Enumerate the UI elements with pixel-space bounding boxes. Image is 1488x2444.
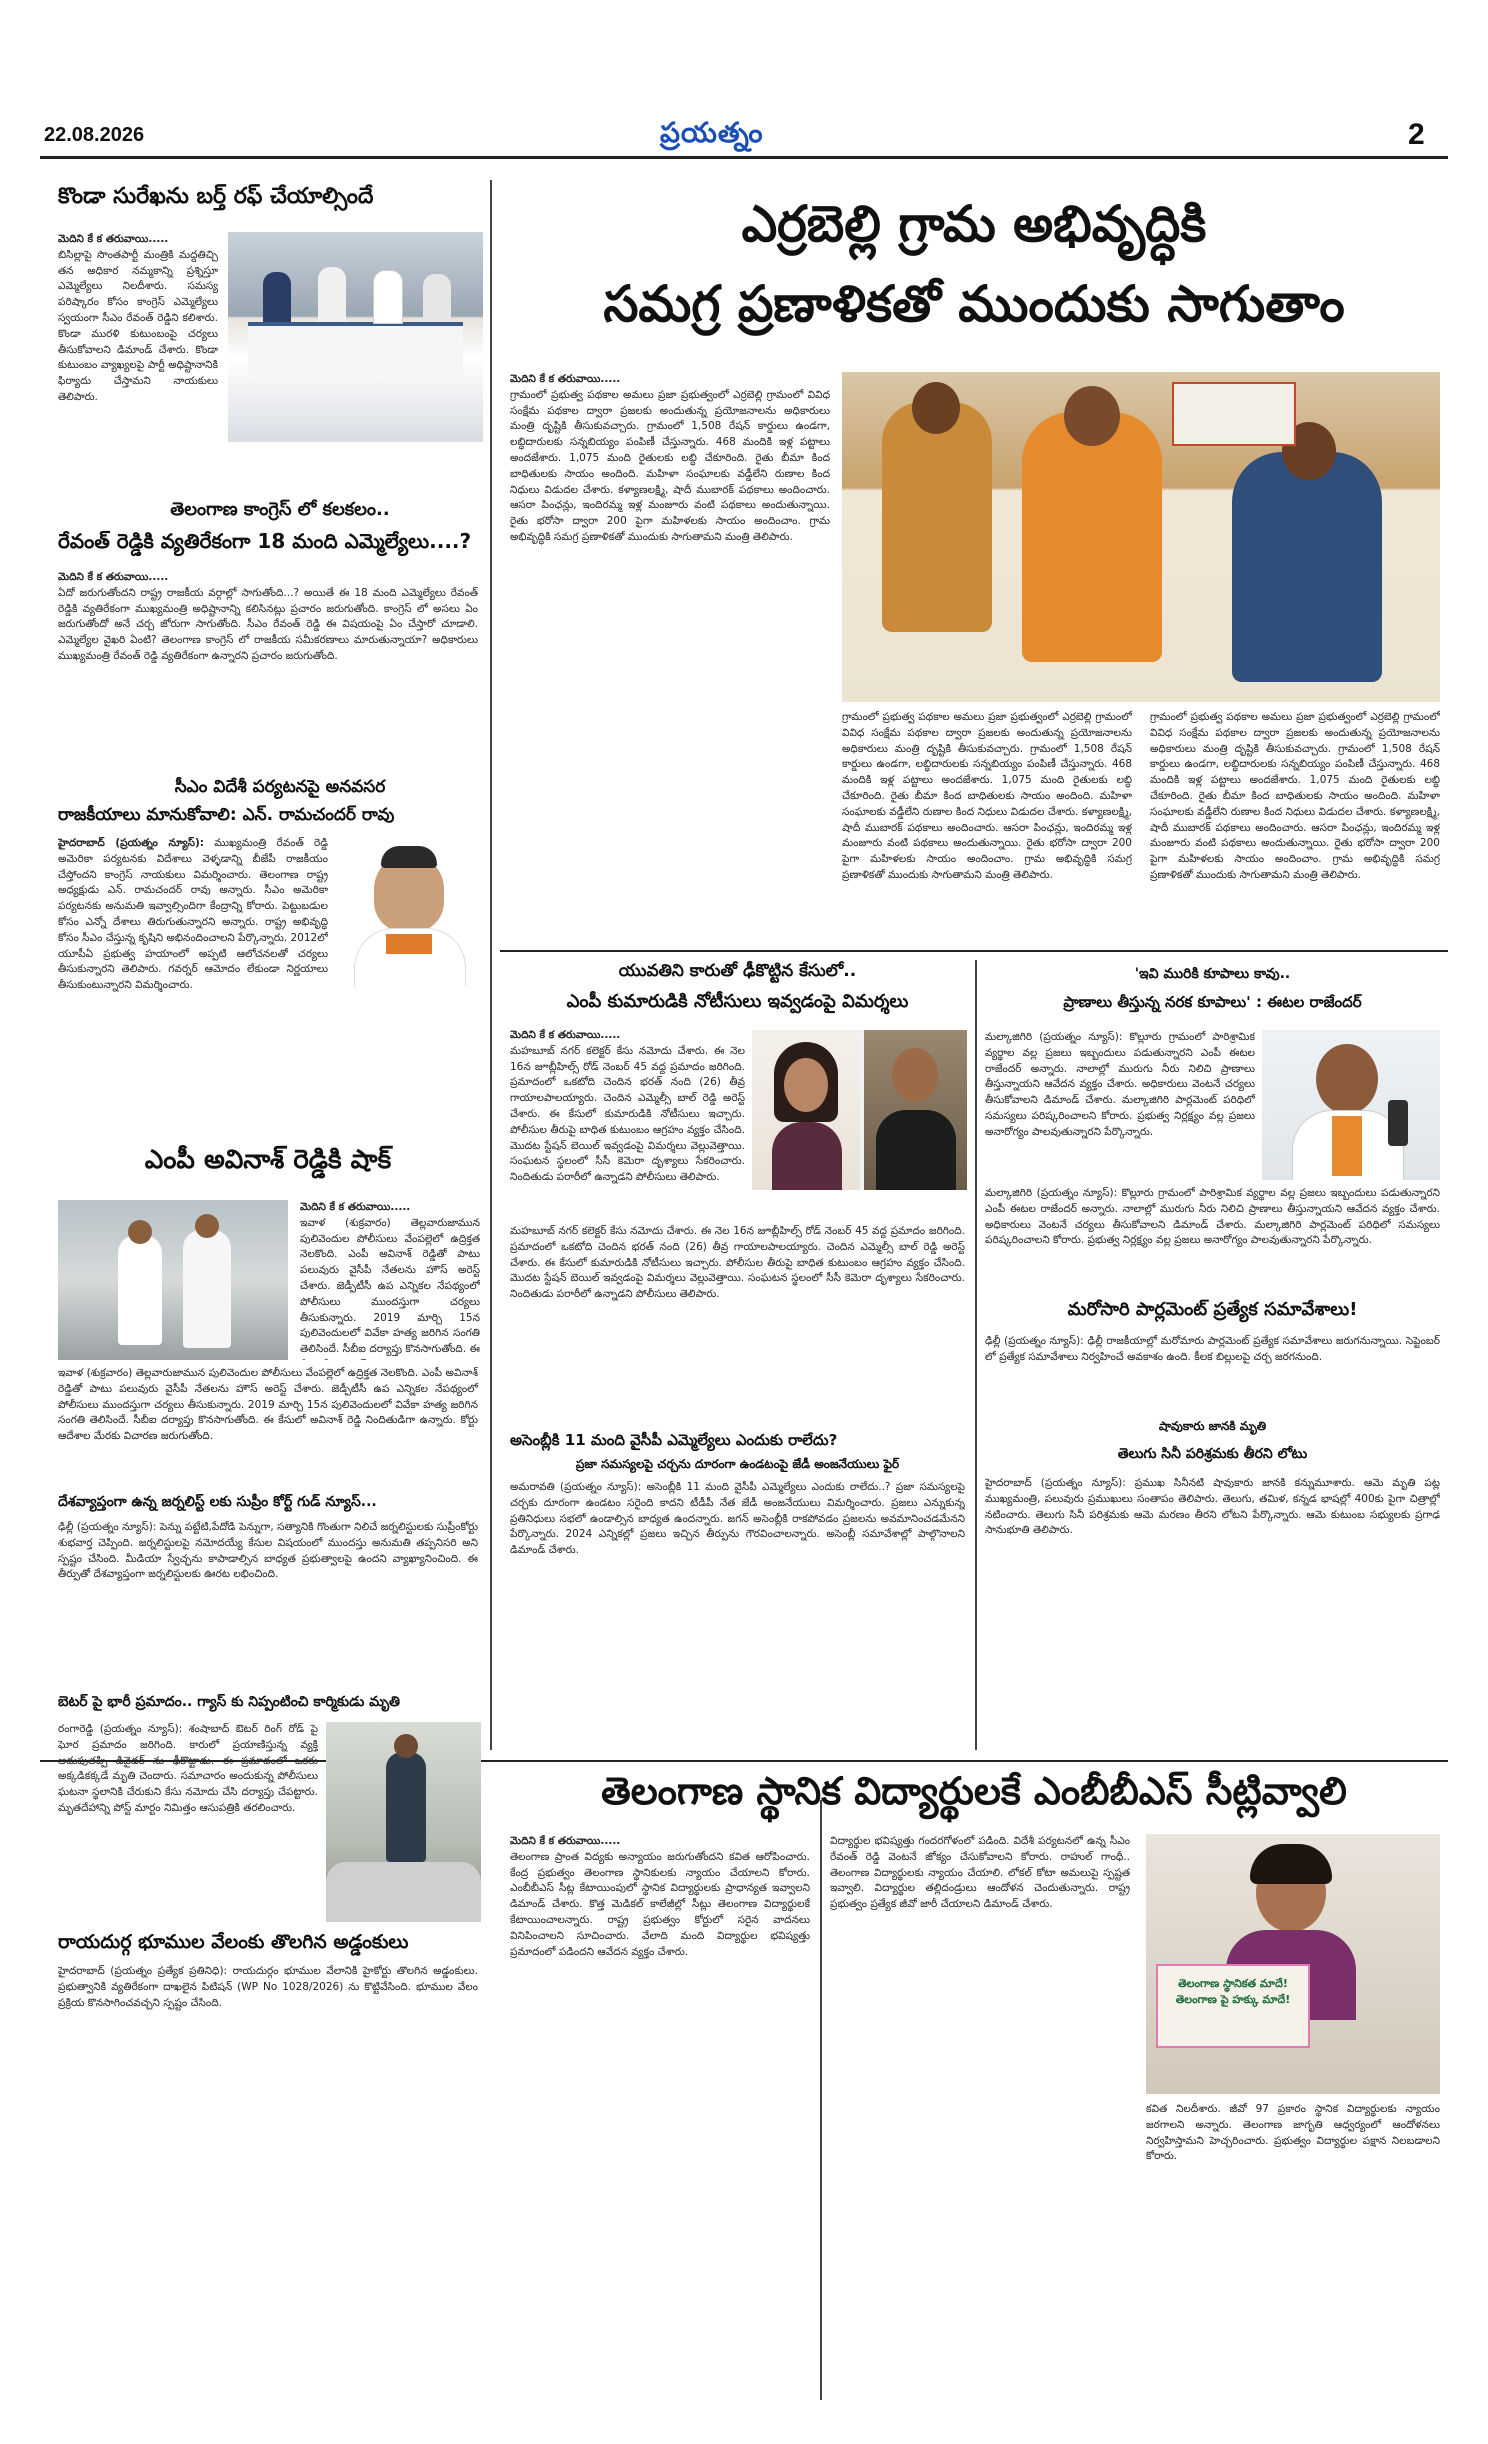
photo-head: [1064, 386, 1120, 446]
photo-konda-meeting: [228, 232, 483, 442]
article-dateline: మెదిని కే క తరువాయి.....: [58, 571, 169, 583]
photo-person: [882, 402, 992, 632]
photo-head: [195, 1214, 219, 1238]
headline-rayadurgam: రాయదుర్గ భూముల వేలంకు తొలగిన అడ్డంకులు: [58, 1931, 409, 1953]
photo-shirt: [876, 1110, 956, 1190]
lead-headline-line2: సమగ్ర ప్రణాళికతో ముందుకు సాగుతాం: [603, 275, 1345, 333]
article-text: మల్కాజిగిరి (ప్రయత్నం న్యూస్): కొల్లూరు గ్రామంలో పారిశ్రామిక వ్యర్థాల వల్ల ప్రజలు ఇబ్బందులు పడుతున్నారని ఎంపీ ఈటల రాజేందర్ అన్నారు. నాలాల్లో మురుగు నీరు నిలిచి ప్రాణాలు తీస్తున్నాయని ఆవేదన వ్యక్తం చేశారు. అధికారులు వెంటనే చర్యలు తీసుకోవాలని డిమాండ్ చేశారు. మల్కాజిగిరి పార్లమెంట్ పరిధిలో సమస్యలు పరిష్కరించాలని కోరారు. ప్రభుత్వ నిర్లక్ష్యం వల్ల ప్రజలు అనారోగ్యం పాలవుతున్నారని పేర్కొన్నారు.: [985, 1187, 1440, 1247]
photo-hair: [1250, 1844, 1332, 1884]
article-text: గ్రామంలో ప్రభుత్వ పథకాల అమలు ప్రజా ప్రభుత్వంలో ఎర్రబెల్లి గ్రామంలో వివిధ సంక్షేమ పథకాల ద్వారా ప్రజలకు అందుతున్న ప్రయోజనాలను అధికారులు మంత్రి దృష్టికి తీసుకువచ్చారు. గ్రామంలో 1,508 రేషన్ కార్డులు ఉండగా, లబ్ధిదారులకు సన్నబియ్యం పంపిణీ చేస్తున్నారు. 468 మందికి ఇళ్ల పట్టాలు అందజేశారు. 1,075 మంది రైతులకు లబ్ధి చేకూరింది. రైతు బీమా కింద బాధితులకు సాయం అందింది. మహిళా సంఘాలకు వడ్డీలేని రుణాల కింద నిధులు విడుదల చేశారు. కళ్యాణలక్ష్మి, షాదీ ముబారక్ పథకాలు అందించారు. ఆసరా పింఛన్లు, ఇందిరమ్మ ఇళ్ల మంజూరు వంటి పథకాలు అందుతున్నాయి. రైతు భరోసా ద్వారా 200 పైగా మహిళలకు సాయం అందించాం. గ్రామ అభివృద్ధికి సమగ్ర ప్రణాళికతో ముందుకు సాగుతామని మంత్రి తెలిపారు.: [842, 711, 1132, 881]
article-text: ఏదో జరుగుతోందని రాష్ట్ర రాజకీయ వర్గాల్లో సాగుతోంది...? అయితే ఈ 18 మంది ఎమ్మెల్యేలు రేవంత్ రెడ్డికి వ్యతిరేకంగా ముఖ్యమంత్రి అధిష్టానాన్ని కలిసినట్లు ప్రచారం జరుగుతోంది. కాంగ్రెస్ లో అసలు ఏం జరుగుతోందో అనే చర్చ జోరుగా సాగుతోంది. సీఎం రేవంత్ రెడ్డి ఈ విషయంపై ఏం చేస్తారో చూడాలి. ఎమ్మెల్యేల వైఖరి ఏంటి? తెలంగాణ కాంగ్రెస్ లో రాజకీయ సమీకరణాలు మారుతున్నాయా? అధికారులు ముఖ్యమంత్రి రేవంత్ రెడ్డి వ్యతిరేకంగా ఉన్నారని ప్రచారం జరుగుతోంది.: [58, 586, 478, 662]
article-text: రంగారెడ్డి (ప్రయత్నం న్యూస్): శంషాబాద్ ఔటర్ రింగ్ రోడ్ పై ఘోర ప్రమాదం జరిగింది. కారులో ప్రయాణిస్తున్న వ్యక్తి అదుపుతప్పి డివైడర్ ను ఢీకొట్టాడు. ఈ ప్రమాదంలో ఒకరు అక్కడికక్కడే మృతి చెందారు. సమాచారం అందుకున్న పోలీసులు ఘటనా స్థలానికి చేరుకుని కేసు నమోదు చేసి దర్యాప్తు చేపట్టారు. మృతదేహాన్ని పోస్ట్ మార్టం నిమిత్తం ఆసుపత్రికి తరలించారు.: [58, 1723, 318, 1814]
photo-ramachander: [336, 836, 481, 986]
article-text: ఇవాళ (శుక్రవారం) తెల్లవారుజామున పులివెందుల పోలీసులు వేంపల్లెలో ఉద్రిక్తత నెలకొంది. ఎంపీ అవినాశ్ రెడ్డితో పాటు పలువురు వైసీపీ నేతలను హౌస్ అరెస్ట్ చేశారు. జెడ్పీటీసీ ఉప ఎన్నికల నేపథ్యంలో పోలీసులు ముందస్తుగా చర్యలు తీసుకున్నారు. 2019 మార్చి 15న పులివెందులలో వివేకా హత్య జరిగిన సంగతి తెలిసిందే. సీబీఐ దర్యాప్తు కొనసాగుతోంది. ఈ కేసులో అవినాశ్ రెడ్డి నిందితుడిగా ఉన్నారు. కోర్టు ఆదేశాల మేరకు విచారణ జరుగుతోంది.: [58, 1367, 478, 1443]
column-divider: [820, 1800, 822, 2400]
article-revanth-body: [58, 570, 478, 760]
lead-body-col3: [1150, 710, 1440, 940]
article-text: హైదరాబాద్ (ప్రయత్నం ప్రత్యేక ప్రతినిధి): రాయదుర్గం భూముల వేలానికి హైకోర్టు తొలగిన అడ్డంకులు. ప్రభుత్వానికి వ్యతిరేకంగా దాఖలైన పిటిషన్ (WP No 1028/2026) ను కొట్టివేసింది. భూముల వేలం ప్రక్రియ కొనసాగించవచ్చని స్పష్టం చేసింది.: [58, 1965, 478, 2009]
bottom-body-col3: [1146, 2102, 1440, 2394]
article-text: ముఖ్యమంత్రి రేవంత్ రెడ్డి అమెరికా పర్యటనకు విదేశాలు వెళ్ళడాన్ని బీజేపీ రాజకీయం చేస్తోందని కాంగ్రెస్ నాయకులు విమర్శించారు. తెలంగాణ రాష్ట్ర అధ్యక్షుడు ఎన్. రామచందర్ రావు అన్నారు. సీఎం అమెరికా పర్యటనకు అనుమతి ఇవ్వాల్సిందిగా కేంద్రాన్ని కోరారు. పెట్టుబడుల కోసం ఎన్నో దేశాలు తిరుగుతున్నారని అన్నారు. రాష్ట్ర అభివృద్ధి కోసం సీఎం చేస్తున్న కృషిని అభినందించాలని పేర్కొన్నారు. 2012లో యూపీఏ ప్రభుత్వ హయాంలో అప్పటి ఆలోచనలతో చర్యలు తీసుకున్నారని తెలిపారు. గవర్నర్ ఆమోదం లేకుండా నిర్ణయాలు తీసుకుంటున్నారని విమర్శించారు.: [58, 837, 328, 992]
article-janaki-body: [985, 1476, 1440, 1746]
article-dateline: హైదరాబాద్ (ప్రయత్నం న్యూస్):: [58, 837, 205, 849]
headline-etela: ప్రాణాలు తీస్తున్న నరక కూపాలు' : ఈటల రాజేందర్: [1063, 993, 1362, 1011]
photo-accident: [326, 1722, 481, 1922]
headline-revanth: రేవంత్ రెడ్డికి వ్యతిరేకంగా 18 మంది ఎమ్మెల్యేలు....?: [58, 529, 472, 553]
bottom-body-col2: [830, 1834, 1130, 2394]
article-dateline: మెదిని కే క తరువాయి.....: [510, 373, 621, 385]
article-text: విద్యార్థుల భవిష్యత్తు గందరగోళంలో పడింది. విదేశీ పర్యటనలో ఉన్న సీఎం రేవంత్ రెడ్డి వెంటనే జోక్యం చేసుకోవాలని కోరారు. రాహుల్ గాంధీ.. తెలంగాణ విద్యార్థులకు న్యాయం చేయాలి. లోకల్ కోటా అమలుపై స్పష్టత ఇవ్వాలి. విద్యార్థుల తల్లిదండ్రులు ఆందోళన చెందుతున్నారు. రాష్ట్ర ప్రభుత్వం ప్రత్యేక జీవో జారీ చేయాలని డిమాండ్ చేశారు.: [830, 1835, 1130, 1911]
article-mp-son-body-cont: [510, 1224, 965, 1424]
article-text: ఢిల్లీ (ప్రయత్నం న్యూస్): ఢిల్లీ రాజకీయాల్లో మరోమారు పార్లమెంట్ ప్రత్యేక సమావేశాలు జరుగనున్నాయి. సెప్టెంబర్ లో ప్రత్యేక సమావేశాలు నిర్వహించే అవకాశం ఉంది. కీలక బిల్లులపై చర్చ జరగనుంది.: [985, 1335, 1440, 1363]
headline-accident: బెటర్ పై భారీ ప్రమాదం.. గ్యాస్ కు నిప్పంటించి కార్మికుడు మృతి: [58, 1694, 400, 1710]
photo-avinash: [58, 1200, 288, 1360]
photo-person: [183, 1230, 231, 1348]
article-mp-son-body: [510, 1028, 745, 1218]
photo-hair: [381, 846, 437, 868]
photo-table: [248, 322, 463, 376]
kicker-etela: 'ఇవి మురికి కూపాలు కావు..: [1134, 966, 1291, 982]
article-dateline: మెదిని కే క తరువాయి.....: [58, 233, 169, 245]
lead-headline-line1: ఎర్రబెల్లి గ్రామ అభివృద్ధికి: [741, 195, 1207, 253]
article-konda-body: [58, 232, 218, 482]
photo-face: [892, 1048, 938, 1102]
photo-scarf: [1332, 1116, 1362, 1176]
photo-head: [912, 382, 960, 434]
photo-person: [318, 267, 346, 322]
newspaper-logo: ప్రయత్నం: [660, 116, 764, 149]
masthead-rule: [40, 156, 1448, 159]
kicker-car-case: యువతిని కారుతో ఢీకొట్టిన కేసులో..: [618, 961, 857, 981]
photo-person: [1232, 452, 1382, 682]
photo-lead-meeting: [842, 372, 1440, 702]
headline-konda: కొండా సురేఖను బర్త్ రఫ్ చేయాల్సిందే: [58, 184, 374, 209]
kicker-cm-tour: సీఎం విదేశీ పర్యటనపై అనవసర: [174, 777, 386, 797]
article-parliament-body: [985, 1334, 1440, 1409]
article-rayadurgam-body: [58, 1964, 478, 2064]
photo-person: [263, 272, 291, 322]
photo-person: [1022, 412, 1162, 662]
photo-mp-son: [752, 1030, 967, 1190]
article-text: తెలంగాణ ప్రాంత విద్యకు అన్యాయం జరుగుతోందని కవిత ఆరోపించారు. కేంద్ర ప్రభుత్వం తెలంగాణ స్థానికులకు న్యాయం చేయాలని కోరారు. ఎంబీబీఎస్ సీట్ల కేటాయింపులో స్థానిక విద్యార్థులకు ప్రాధాన్యత ఇవ్వాలని డిమాండ్ చేశారు. కొత్త మెడికల్ కాలేజీల్లో సీట్లు తెలంగాణ విద్యార్థులకే కేటాయించాలన్నారు. రాష్ట్ర ప్రభుత్వం కోర్టులో సరైన వాదనలు వినిపించాలని సూచించారు. వేలాది మంది విద్యార్థుల భవిష్యత్తు ప్రమాదంలో పడిందని ఆవేదన వ్యక్తం చేశారు.: [510, 1850, 810, 1958]
headline-mp-son: ఎంపీ కుమారుడికి నోటీసులు ఇవ్వడంపై విమర్శలు: [566, 991, 909, 1012]
headline-parliament: మరోసారి పార్లమెంట్ ప్రత్యేక సమావేశాలు!: [1067, 1299, 1358, 1320]
page-number: 2: [1408, 118, 1425, 151]
photo-kavitha: [1146, 1834, 1440, 2094]
article-accident-body: [58, 1722, 318, 1922]
article-dateline: మెదిని కే క తరువాయి.....: [510, 1835, 621, 1847]
photo-person: [373, 270, 403, 324]
article-supreme-court-body: [58, 1520, 478, 1680]
article-text: మల్కాజిగిరి (ప్రయత్నం న్యూస్): కొల్లూరు గ్రామంలో పారిశ్రామిక వ్యర్థాల వల్ల ప్రజలు ఇబ్బందులు పడుతున్నారని ఎంపీ ఈటల రాజేందర్ అన్నారు. నాలాల్లో మురుగు నీరు నిలిచి ప్రాణాలు తీస్తున్నాయని ఆవేదన వ్యక్తం చేశారు. అధికారులు వెంటనే చర్యలు తీసుకోవాలని డిమాండ్ చేశారు. మల్కాజిగిరి పార్లమెంట్ పరిధిలో సమస్యలు పరిష్కరించాలని కోరారు. ప్రభుత్వ నిర్లక్ష్యం వల్ల ప్రజలు అనారోగ్యం పాలవుతున్నారని పేర్కొన్నారు.: [985, 1031, 1255, 1138]
lead-body-col2: [842, 710, 1132, 940]
photo-mic: [1388, 1100, 1408, 1146]
kicker-congress: తెలంగాణ కాంగ్రెస్ లో కలకలం..: [170, 499, 390, 520]
headline-avinash: ఎంపీ అవినాశ్ రెడ్డికి షాక్: [144, 1145, 392, 1175]
article-text: గ్రామంలో ప్రభుత్వ పథకాల అమలు ప్రజా ప్రభుత్వంలో ఎర్రబెల్లి గ్రామంలో వివిధ సంక్షేమ పథకాల ద్వారా ప్రజలకు అందుతున్న ప్రయోజనాలను అధికారులు మంత్రి దృష్టికి తీసుకువచ్చారు. గ్రామంలో 1,508 రేషన్ కార్డులు ఉండగా, లబ్ధిదారులకు సన్నబియ్యం పంపిణీ చేస్తున్నారు. 468 మందికి ఇళ్ల పట్టాలు అందజేశారు. 1,075 మంది రైతులకు లబ్ధి చేకూరింది. రైతు బీమా కింద బాధితులకు సాయం అందింది. మహిళా సంఘాలకు వడ్డీలేని రుణాల కింద నిధులు విడుదల చేశారు. కళ్యాణలక్ష్మి, షాదీ ముబారక్ పథకాలు అందించారు. ఆసరా పింఛన్లు, ఇందిరమ్మ ఇళ్ల మంజూరు వంటి పథకాలు అందుతున్నాయి. రైతు భరోసా ద్వారా 200 పైగా మహిళలకు సాయం అందించాం. గ్రామ అభివృద్ధికి సమగ్ర ప్రణాళికతో ముందుకు సాగుతామని మంత్రి తెలిపారు.: [510, 388, 830, 543]
article-text: గ్రామంలో ప్రభుత్వ పథకాల అమలు ప్రజా ప్రభుత్వంలో ఎర్రబెల్లి గ్రామంలో వివిధ సంక్షేమ పథకాల ద్వారా ప్రజలకు అందుతున్న ప్రయోజనాలను అధికారులు మంత్రి దృష్టికి తీసుకువచ్చారు. గ్రామంలో 1,508 రేషన్ కార్డులు ఉండగా, లబ్ధిదారులకు సన్నబియ్యం పంపిణీ చేస్తున్నారు. 468 మందికి ఇళ్ల పట్టాలు అందజేశారు. 1,075 మంది రైతులకు లబ్ధి చేకూరింది. రైతు బీమా కింద బాధితులకు సాయం అందింది. మహిళా సంఘాలకు వడ్డీలేని రుణాల కింద నిధులు విడుదల చేశారు. కళ్యాణలక్ష్మి, షాదీ ముబారక్ పథకాలు అందించారు. ఆసరా పింఛన్లు, ఇందిరమ్మ ఇళ్ల మంజూరు వంటి పథకాలు అందుతున్నాయి. రైతు భరోసా ద్వారా 200 పైగా మహిళలకు సాయం అందించాం. గ్రామ అభివృద్ధికి సమగ్ర ప్రణాళికతో ముందుకు సాగుతామని మంత్రి తెలిపారు.: [1150, 711, 1440, 881]
photo-person: [386, 1752, 426, 1862]
article-dateline: మెదిని కే క తరువాయి.....: [300, 1201, 411, 1213]
article-text: ఇవాళ (శుక్రవారం) తెల్లవారుజామున పులివెందుల పోలీసులు వేంపల్లెలో ఉద్రిక్తత నెలకొంది. ఎంపీ అవినాశ్ రెడ్డితో పాటు పలువురు వైసీపీ నేతలను హౌస్ అరెస్ట్ చేశారు. జెడ్పీటీసీ ఉప ఎన్నికల నేపథ్యంలో పోలీసులు ముందస్తుగా చర్యలు తీసుకున్నారు. 2019 మార్చి 15న పులివెందులలో వివేకా హత్య జరిగిన సంగతి తెలిసిందే. సీబీఐ దర్యాప్తు కొనసాగుతోంది. ఈ: [300, 1216, 480, 1356]
article-avinash-body: [58, 1366, 478, 1486]
photo-face: [1316, 1044, 1378, 1114]
article-text: కవిత నిలదీశారు. జీవో 97 ప్రకారం స్థానిక విద్యార్థులకు న్యాయం జరగాలని అన్నారు. తెలంగాణ జాగృతి ఆధ్వర్యంలో ఆందోళనలు నిర్వహిస్తామని హెచ్చరించారు. ప్రభుత్వం విద్యార్థుల పక్షాన నిలబడాలని కోరారు.: [1146, 2103, 1440, 2163]
photo-banner: [1172, 382, 1296, 446]
kicker-anjaneyulu: ప్రజా సమస్యలపై చర్చను దూరంగా ఉండటంపై జేడీ అంజనేయులు ఫైర్: [575, 1457, 900, 1471]
photo-car: [326, 1862, 481, 1922]
bottom-headline: తెలంగాణ స్థానిక విద్యార్థులకే ఎంబీబీఎస్ సీట్లివ్వాలి: [601, 1769, 1347, 1813]
article-etela-body: [985, 1030, 1255, 1180]
issue-date: 22.08.2026: [44, 124, 145, 146]
photo-dress: [772, 1122, 842, 1190]
photo-placard: [1156, 1964, 1310, 2048]
photo-etela: [1262, 1030, 1440, 1180]
placard-text: తెలంగాణ స్థానికత మాదే! తెలంగాణ పై హక్కు మాదే!: [1175, 1977, 1291, 2006]
photo-person: [118, 1235, 162, 1345]
article-text: మహబూబ్ నగర్ కలెక్టర్ కేసు నమోదు చేశారు. ఈ నెల 16న జూబ్లీహిల్స్ రోడ్ నెంబర్ 45 వద్ద ప్రమాదం జరిగింది. ప్రమాదంలో ఒకటోది చెందిన భరత్ నంది (26) తీవ్ర గాయాలపాలయ్యారు. చెందిన ఎమ్మెల్సీ బాల్ రెడ్డి అరెస్ట్ చేశారు. ఈ కేసులో కుమారుడికి నోటీసులు ఇచ్చారు. పోలీసుల తీరుపై బాధిత కుటుంబం ఆగ్రహం వ్యక్తం చేసింది. మొదట స్టేషన్ బెయిల్ ఇవ్వడంపై విమర్శలు వెల్లువెత్తాయి. సంఘటన స్థలంలో సీసీ కెమెరా దృశ్యాలు సేకరించారు. నిందితుడు పరారీలో ఉన్నాడని పోలీసులు తెలిపారు.: [510, 1225, 965, 1301]
section-rule: [500, 950, 1448, 952]
headline-ramachander: రాజకీయాలు మానుకోవాలి: ఎన్. రామచందర్ రావు: [58, 805, 395, 825]
photo-head: [394, 1734, 418, 1758]
article-text: హైదరాబాద్ (ప్రయత్నం న్యూస్): ప్రముఖ సినీనటి షావుకారు జానకి కన్నుమూశారు. ఆమె మృతి పట్ల ముఖ్యమంత్రి, పలువురు ప్రముఖులు సంతాపం తెలిపారు. తెలుగు, తమిళ, కన్నడ భాషల్లో 400కు పైగా చిత్రాల్లో నటించారు. తెలుగు సినీ పరిశ్రమకు ఆమె మరణం తీరని లోటని పేర్కొన్నారు. ఆమె కుటుంబ సభ్యులకు ప్రగాఢ సానుభూతి తెలిపారు.: [985, 1477, 1440, 1537]
photo-scarf: [386, 934, 432, 954]
headline-ysrcp-mlas: అసెంబ్లీకి 11 మంది వైసీపీ ఎమ్మెల్యేలు ఎందుకు రాలేదు?: [510, 1431, 838, 1449]
bottom-body-col1: [510, 1834, 810, 2394]
photo-face: [784, 1058, 828, 1112]
kicker-janaki: షావుకారు జానకి మృతి: [1158, 1419, 1267, 1433]
article-avinash-body-top: [300, 1200, 480, 1360]
article-ramachander-body: [58, 836, 328, 1136]
headline-janaki: తెలుగు సినీ పరిశ్రమకు తీరని లోటు: [1117, 1446, 1308, 1462]
column-divider: [975, 960, 977, 1750]
article-text: బిసిల్లాపై సొంతపార్టీ మంత్రికి మద్దతిచ్చి తన అధికార నమ్మకాన్ని ప్రశ్నిస్తూ ఎమ్మెల్యేలు నిలదీశారు. సమస్య పరిష్కారం కోసం కాంగ్రెస్ ఎమ్మెల్యేలు స్వయంగా సీఎం రేవంత్ రెడ్డిని కలిశారు. కొండా మురళి కుటుంబంపై చర్యలు తీసుకోవాలని డిమాండ్ చేశారు. కొండా కుటుంబం వ్యాఖ్యలపై పార్టీ అధిష్టానానికి ఫిర్యాదు చేస్తామని నాయకులు తెలిపారు.: [58, 248, 218, 403]
lead-body-col1: [510, 372, 830, 692]
photo-head: [128, 1220, 152, 1244]
article-text: మహబూబ్ నగర్ కలెక్టర్ కేసు నమోదు చేశారు. ఈ నెల 16న జూబ్లీహిల్స్ రోడ్ నెంబర్ 45 వద్ద ప్రమాదం జరిగింది. ప్రమాదంలో ఒకటోది చెందిన భరత్ నంది (26) తీవ్ర గాయాలపాలయ్యారు. చెందిన ఎమ్మెల్సీ బాల్ రెడ్డి అరెస్ట్ చేశారు. ఈ కేసులో కుమారుడికి నోటీసులు ఇచ్చారు. పోలీసుల తీరుపై బాధిత కుటుంబం ఆగ్రహం వ్యక్తం చేసింది. మొదట స్టేషన్ బెయిల్ ఇవ్వడంపై విమర్శలు వెల్లువెత్తాయి. సంఘటన స్థలంలో సీసీ కెమెరా దృశ్యాలు సేకరించారు. నిందితుడు పరారీలో ఉన్నాడని పోలీసులు తెలిపారు.: [510, 1044, 745, 1184]
article-etela-body-cont: [985, 1186, 1440, 1286]
article-text: అమరావతి (ప్రయత్నం న్యూస్): అసెంబ్లీకి 11 మంది వైసీపీ ఎమ్మెల్యేలు ఎందుకు రాలేదు..? ప్రజా సమస్యలపై చర్చకు దూరంగా ఉండటం సరైంది కాదని టీడీపీ నేత జేడీ అంజనేయులు విమర్శించారు. ప్రజలు ఎన్నుకున్న ప్రతినిధులు సభలో ఉండాల్సిన బాధ్యత ఉందన్నారు. జగన్ అసెంబ్లీకి రాకపోవడం ప్రజలను అవమానించడమేనని పేర్కొన్నారు. 2024 ఎన్నికల్లో ప్రజలు ఇచ్చిన తీర్పును గౌరవించాలన్నారు. అసెంబ్లీ సమావేశాల్లో పాల్గొనాలని డిమాండ్ చేశారు.: [510, 1481, 965, 1557]
column-divider: [490, 180, 492, 1750]
article-dateline: మెదిని కే క తరువాయి.....: [510, 1029, 621, 1041]
headline-supreme-court: దేశవ్యాప్తంగా ఉన్న జర్నలిస్ట్ లకు సుప్రీం కోర్ట్ గుడ్ న్యూస్...: [58, 1494, 377, 1510]
article-ysrcp-body: [510, 1480, 965, 1750]
photo-person: [423, 274, 451, 322]
article-text: ఢిల్లీ (ప్రయత్నం న్యూస్): పెన్ను పట్టేటి,పేదోడి పెన్నుగా, సత్యానికి గొంతుగా నిలిచే జర్నలిస్టులకు సుప్రీంకోర్టు శుభవార్త చెప్పింది. జర్నలిస్టులపై నమోదయ్యే కేసుల విషయంలో ముందస్తు అనుమతి తప్పనిసరి అని స్పష్టం చేసింది. మీడియా స్వేచ్ఛను కాపాడాల్సిన బాధ్యత ప్రభుత్వాలపై ఉందని వ్యాఖ్యానించింది. ఈ తీర్పుతో దేశవ్యాప్తంగా జర్నలిస్టులకు ఊరట లభించింది.: [58, 1521, 478, 1581]
